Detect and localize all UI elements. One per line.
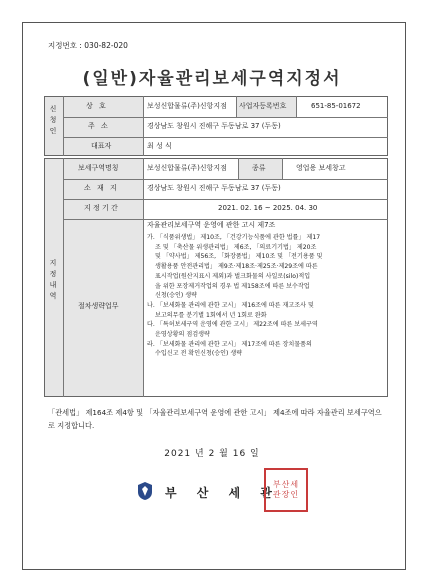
content-line: 수입신고 전 확인신청(승인) 생략 — [155, 350, 243, 358]
seal-text: 부산세관장인 — [272, 480, 300, 499]
customs-emblem-icon — [136, 481, 154, 501]
official-seal — [264, 468, 308, 512]
issue-date: 2021 년 2 월 16 일 — [164, 449, 260, 459]
content-line: 나. 「보세화물 관리에 관한 고시」 제16조에 따른 재고조사 및 — [147, 301, 314, 309]
period-value: 2021. 02. 16 ~ 2025. 04. 30 — [218, 204, 318, 212]
zone-name-label: 보세구역명칭 — [78, 164, 119, 172]
applicant-section-label: 신청인 — [49, 105, 57, 135]
zone-type-label: 종류 — [252, 164, 266, 172]
content-line: 생활용품 안전관리법」 제9조·제18조·제25조·제29조에 따른 — [155, 263, 318, 271]
content-line: 표시작업(원산지표시 제외)과 벌크화물의 사일로(silo)적입 — [155, 272, 311, 280]
location-label: 소 재 지 — [84, 184, 119, 192]
content-line: 보고의무를 분기별 1회에서 년 1회로 완화 — [155, 311, 267, 319]
address-value: 경상남도 창원시 진해구 두동남로 37 (두동) — [147, 122, 281, 130]
location-value: 경상남도 창원시 진해구 두동남로 37 (두동) — [147, 184, 281, 192]
content-line: 라. 「보세화물 관리에 관한 고시」 제17조에 따른 장치물품의 — [147, 340, 312, 348]
content-line: 조 및 「축산물 위생관리법」 제6조, 「의료기기법」 제20조 — [155, 243, 317, 251]
content-title: 자율관리보세구역 운영에 관한 고시 제7조 — [147, 221, 276, 229]
page-title: (일반)자율관리보세구역지정서 — [82, 69, 342, 89]
content-line: 및 「약사법」 제56조, 「화장품법」 제10조 및 「전기용품 및 — [155, 253, 323, 261]
zone-name-value: 보성신합물류(주)신항지점 — [147, 164, 227, 172]
content-line: 을 위한 포장제거작업의 경우 법 제158조에 따른 보수작업 — [155, 282, 310, 290]
simplified-tasks-label: 절차생략업무 — [78, 302, 119, 310]
designation-statement: 「관세법」 제164조 제4항 및 「자율관리보세구역 운영에 관한 고시」 제4조에 따라 자율관리 보세구역으로 지정합니다. — [48, 408, 382, 430]
company-value: 보성신합물류(주)신항지점 — [147, 102, 227, 110]
issuer-name: 부 산 세 관 — [165, 486, 280, 500]
content-line: 운영상황의 점검생략 — [155, 331, 210, 339]
zone-type-value: 영업용 보세창고 — [296, 164, 346, 172]
designation-section-label: 지정내역 — [49, 259, 57, 300]
period-label: 지 정 기 간 — [84, 204, 118, 212]
bizno-label: 사업자등록번호 — [239, 102, 287, 110]
content-line: 가. 「식품위생법」 제10조, 「건강기능식품에 관한 법률」 제17 — [147, 234, 321, 241]
company-label: 상 호 — [86, 102, 108, 110]
address-label: 주 소 — [88, 122, 110, 130]
representative-value: 최 성 식 — [147, 142, 172, 150]
simplified-tasks-content — [147, 207, 399, 359]
content-line: 다. 「특허보세구역 운영에 관한 고시」 제22조에 따른 보세구역 — [147, 321, 318, 329]
content-line: 신청(승인) 생략 — [155, 292, 198, 300]
bizno-value: 651-85-01672 — [311, 102, 361, 110]
serial-number: 지정번호 : 030-82-020 — [48, 41, 128, 50]
representative-label: 대표자 — [91, 142, 112, 150]
